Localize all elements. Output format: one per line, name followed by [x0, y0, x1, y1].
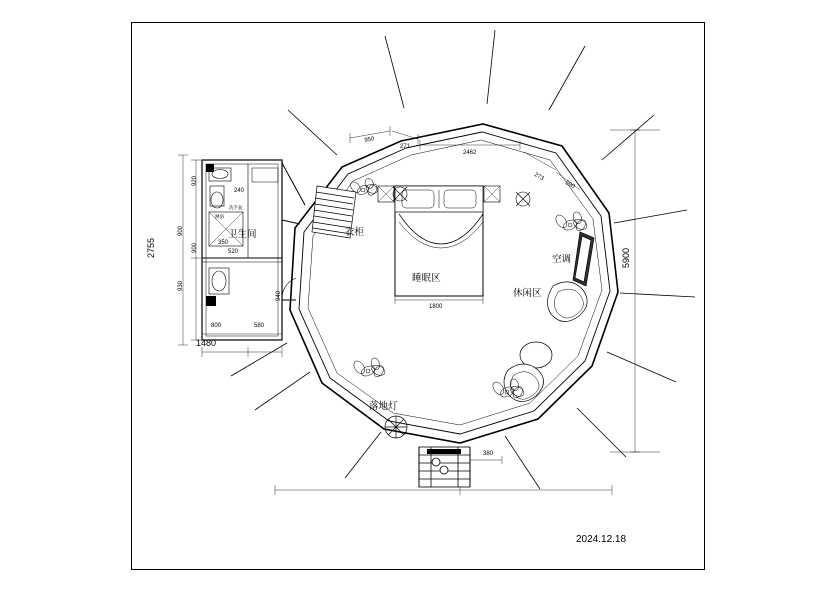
dim-door-gap: 940: [276, 290, 282, 301]
dim-bath-v-930: 930: [178, 280, 184, 291]
dim-bed-width: 1800: [429, 304, 443, 310]
drawing-date: 2024.12.18: [576, 534, 627, 545]
dim-bath-v-900b: 900: [192, 242, 198, 253]
dim-bath-v-900: 900: [178, 225, 184, 236]
dim-top-seg-950: 950: [364, 136, 375, 144]
dim-bath-in-240: 240: [234, 188, 245, 194]
label-air-conditioner: 空调: [552, 254, 572, 265]
dim-entry-step: 380: [483, 451, 494, 457]
dim-bath-seg-b: 580: [254, 323, 265, 329]
note-bath-fixture: 洗手盆: [229, 205, 243, 210]
dim-top-seg-273: 273: [533, 172, 545, 183]
dim-bath-total-height: 2755: [146, 237, 156, 258]
dim-bath-width: 1480: [196, 338, 217, 348]
note-bath-shower: 淋浴: [215, 214, 224, 219]
label-wardrobe: 衣柜: [345, 227, 365, 238]
dim-bath-seg-a: 800: [211, 323, 222, 329]
dim-bath-in-520: 520: [228, 249, 239, 255]
label-leisure-area: 休闲区: [513, 288, 542, 299]
label-sleeping-area: 睡眠区: [412, 273, 441, 284]
dim-top-seg-590: 590: [564, 180, 576, 191]
dim-top-seg-271: 271: [400, 144, 411, 150]
label-bathroom: 卫生间: [228, 229, 257, 240]
dim-top-seg-2462: 2462: [463, 150, 477, 156]
label-floor-lamp: 落地灯: [369, 401, 398, 412]
dim-bath-v-920: 920: [192, 175, 198, 186]
dim-bath-in-350: 350: [218, 240, 229, 246]
dim-overall-height-right: 5900: [621, 247, 631, 268]
